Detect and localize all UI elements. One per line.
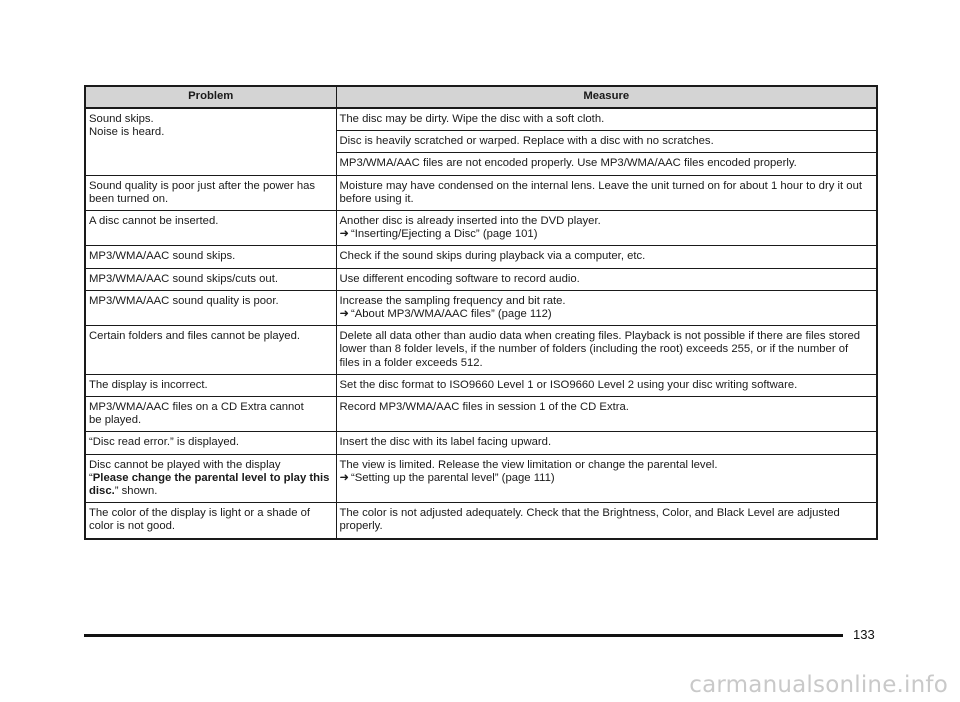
problem-cell: A disc cannot be inserted. bbox=[85, 211, 336, 246]
measure-cell: The color is not adjusted adequately. Check that the Brightness, Color, and Black Level are adjusted properly. bbox=[336, 503, 877, 539]
measure-cell: Check if the sound skips during playback via a computer, etc. bbox=[336, 246, 877, 268]
measure-cell: Disc is heavily scratched or warped. Replace with a disc with no scratches. bbox=[336, 131, 877, 153]
header-problem: Problem bbox=[85, 86, 336, 108]
page-reference: “About MP3/WMA/AAC files” (page 112) bbox=[350, 308, 552, 321]
table-row bbox=[85, 397, 877, 432]
problem-cell bbox=[85, 454, 336, 503]
measure-text: Increase the sampling frequency and bit rate. bbox=[339, 294, 566, 307]
table-row bbox=[85, 108, 877, 131]
measure-cell bbox=[336, 290, 877, 325]
watermark: carmanualsonline.info bbox=[689, 672, 948, 698]
measure-cell: Delete all data other than audio data when creating files. Playback is not possible if there are files stored lower than 8 folder levels, if the number of folders (including the root) exceeds 255, or if the number of files in a folder exceeds 512. bbox=[336, 326, 877, 375]
header-measure: Measure bbox=[336, 86, 877, 108]
table-row bbox=[85, 290, 877, 325]
table-row bbox=[85, 503, 877, 539]
problem-cell: The display is incorrect. bbox=[85, 374, 336, 396]
arrow-icon: ➜ bbox=[339, 228, 349, 241]
table-row bbox=[85, 454, 877, 503]
measure-cell: Moisture may have condensed on the internal lens. Leave the unit turned on for about 1 hour to dry it out before using it. bbox=[336, 175, 877, 210]
problem-text-end: ” shown. bbox=[114, 485, 158, 498]
measure-cell bbox=[336, 454, 877, 503]
table-row bbox=[85, 175, 877, 210]
table-row bbox=[85, 432, 877, 454]
measure-cell: Use different encoding software to record audio. bbox=[336, 268, 877, 290]
table-row bbox=[85, 211, 877, 246]
measure-cell bbox=[336, 211, 877, 246]
problem-cell: Sound skips. Noise is heard. bbox=[85, 108, 336, 175]
problem-cell: MP3/WMA/AAC files on a CD Extra cannot be played. bbox=[85, 397, 336, 432]
problem-cell: “Disc read error.” is displayed. bbox=[85, 432, 336, 454]
problem-text: Disc cannot be played with the display “ bbox=[89, 458, 281, 484]
problem-cell: MP3/WMA/AAC sound skips/cuts out. bbox=[85, 268, 336, 290]
footer-rule bbox=[84, 634, 843, 637]
table-row bbox=[85, 326, 877, 375]
table-header-row bbox=[85, 86, 877, 108]
troubleshooting-table bbox=[84, 85, 878, 540]
measure-text: Another disc is already inserted into the DVD player. bbox=[339, 215, 601, 228]
arrow-icon: ➜ bbox=[339, 308, 349, 321]
problem-cell: Sound quality is poor just after the power has been turned on. bbox=[85, 175, 336, 210]
problem-cell: Certain folders and files cannot be played. bbox=[85, 326, 336, 375]
arrow-icon: ➜ bbox=[339, 471, 349, 484]
table-row bbox=[85, 374, 877, 396]
page-reference: “Inserting/Ejecting a Disc” (page 101) bbox=[350, 228, 538, 241]
problem-cell: MP3/WMA/AAC sound quality is poor. bbox=[85, 290, 336, 325]
measure-cell: MP3/WMA/AAC files are not encoded properly. Use MP3/WMA/AAC files encoded properly. bbox=[336, 153, 877, 175]
table-row bbox=[85, 246, 877, 268]
measure-cell: Insert the disc with its label facing upward. bbox=[336, 432, 877, 454]
measure-cell: Set the disc format to ISO9660 Level 1 or ISO9660 Level 2 using your disc writing software. bbox=[336, 374, 877, 396]
measure-text: The view is limited. Release the view limitation or change the parental level. bbox=[339, 458, 718, 471]
measure-cell: The disc may be dirty. Wipe the disc with a soft cloth. bbox=[336, 108, 877, 131]
page-number: 133 bbox=[853, 627, 875, 642]
display-message: Please change the parental level to play this disc. bbox=[89, 471, 330, 498]
problem-cell: MP3/WMA/AAC sound skips. bbox=[85, 246, 336, 268]
problem-cell: The color of the display is light or a shade of color is not good. bbox=[85, 503, 336, 539]
table-row bbox=[85, 268, 877, 290]
measure-cell: Record MP3/WMA/AAC files in session 1 of the CD Extra. bbox=[336, 397, 877, 432]
page-reference: “Setting up the parental level” (page 111) bbox=[350, 471, 555, 484]
